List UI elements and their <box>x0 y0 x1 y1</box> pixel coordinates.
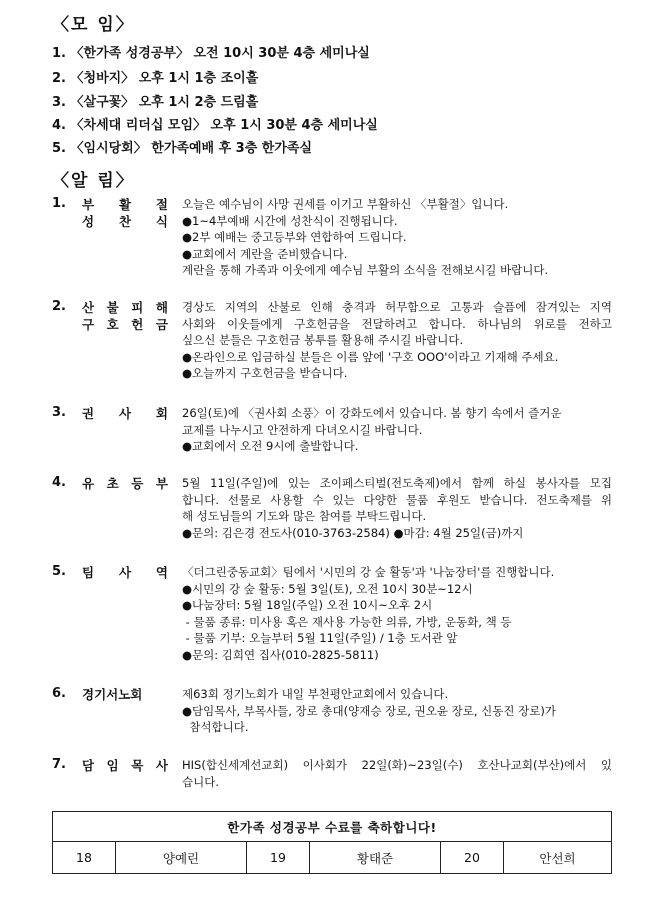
announcement-label: 부 활 절 성 찬 식 <box>82 197 168 229</box>
announcement-body: 5월 11일(주일)에 있는 조이페스티벌(전도축제)에서 함께 하실 봉사자를 모집 합니다. 선물로 사용할 수 있는 다양한 물품 후원도 받습니다. 전도축제를 위 해 성도님들의 기도와 많은 참여를 부탁드립니다. ●문의: 김은경 전도사(010-3763-2584) ●마감: 4월 25일(금)까지 <box>182 476 612 540</box>
announcement-number: 6. <box>52 686 66 701</box>
announcement-number: 7. <box>52 757 66 772</box>
meetings-title: 〈모 임〉 <box>52 15 135 35</box>
meeting-item: 5. 〈임시당회〉 한가족예배 후 3층 한가족실 <box>52 141 313 156</box>
announcement-body: 제63회 정기노회가 내일 부천평안교회에서 있습니다. ●담임목사, 부목사들, 장로 총대(양재승 장로, 권오윤 장로, 신동진 장로)가 참석합니다. <box>182 687 556 734</box>
meeting-item: 2. 〈청바지〉 오후 1시 1층 조이홀 <box>52 71 259 86</box>
congrats-table <box>52 811 612 874</box>
announcement-label: 담 임 목 사 <box>82 758 168 773</box>
announcement-body: 〈더그린중동교회〉팀에서 '시민의 강 숲 활동'과 '나눔장터'를 진행합니다. ●시민의 강 숲 활동: 5월 3일(토), 오전 10시 30분~12시 ●나눔장터: 5월 18일(주일) 오전 10시~오후 2시 - 물품 종류: 미사용 혹은 재사용 가능한 의류, 가방, 운동화, 책 등 - 물품 기부: 오늘부터 5월 11일(주일) / 1층 도서관 앞 ●문의: 김희연 집사(010-2825-5811) <box>182 565 555 662</box>
table-cell: 18 <box>53 842 116 874</box>
announcement-label: 팀 사 역 <box>82 565 168 580</box>
table-row <box>53 842 612 874</box>
announcement-body: 오늘은 예수님이 사망 권세를 이기고 부활하신 〈부활절〉입니다. ●1~4부예배 시간에 성찬식이 진행됩니다. ●2부 예배는 중고등부와 연합하여 드립니다. ●교회에서 계란을 준비했습니다. 계란을 통해 가족과 이웃에게 예수님 부활의 소식을 전해보시길 바랍니다. <box>182 197 549 277</box>
announcement-number: 5. <box>52 564 66 579</box>
announcement-number: 2. <box>52 299 66 314</box>
announcements-title: 〈알 림〉 <box>52 171 135 191</box>
table-cell: 양예린 <box>116 842 247 874</box>
meeting-item: 3. 〈살구꽃〉 오후 1시 2층 드림홀 <box>52 95 259 110</box>
announcement-label: 권 사 회 <box>82 406 168 421</box>
announcement-body: 26일(토)에 〈권사회 소풍〉이 강화도에서 있습니다. 봄 향기 속에서 즐거운 교제를 나누시고 안전하게 다녀오시길 바랍니다. ●교회에서 오전 9시에 출발합니다. <box>182 406 562 453</box>
table-cell: 19 <box>247 842 310 874</box>
announcement-number: 4. <box>52 475 66 490</box>
announcement-number: 1. <box>52 196 66 211</box>
announcement-number: 3. <box>52 405 66 420</box>
announcement-label: 경기서노회 <box>82 687 143 702</box>
meeting-item: 4. 〈차세대 리더십 모임〉 오후 1시 30분 4층 세미나실 <box>52 118 378 133</box>
meeting-item: 1. 〈한가족 성경공부〉 오전 10시 30분 4층 세미나실 <box>52 46 370 61</box>
announcement-label: 유 초 등 부 <box>82 476 168 491</box>
announcement-body: HIS(합신세계선교회) 이사회가 22일(화)~23일(수) 호산나교회(부산)에서 있 습니다. <box>182 758 612 789</box>
congrats-title: 한가족 성경공부 수료를 축하합니다! <box>53 812 612 842</box>
announcement-body: 경상도 지역의 산불로 인해 충격과 허무함으로 고통과 슬픔에 잠겨있는 지역 사회와 이웃들에게 구호헌금을 전달하려고 합니다. 하나님의 위로를 전하고 싶으신 분들은 구호헌금 봉투를 활용해 주시길 바랍니다. ●온라인으로 입금하실 분들은 이름 앞에 '구호 OOO'이라고 기재해 주세요. ●오늘까지 구호헌금을 받습니다. <box>182 300 612 380</box>
table-cell: 안선희 <box>504 842 612 874</box>
announcement-label: 산 불 피 해 구 호 헌 금 <box>82 300 168 332</box>
table-cell: 황태준 <box>310 842 441 874</box>
table-cell: 20 <box>441 842 504 874</box>
